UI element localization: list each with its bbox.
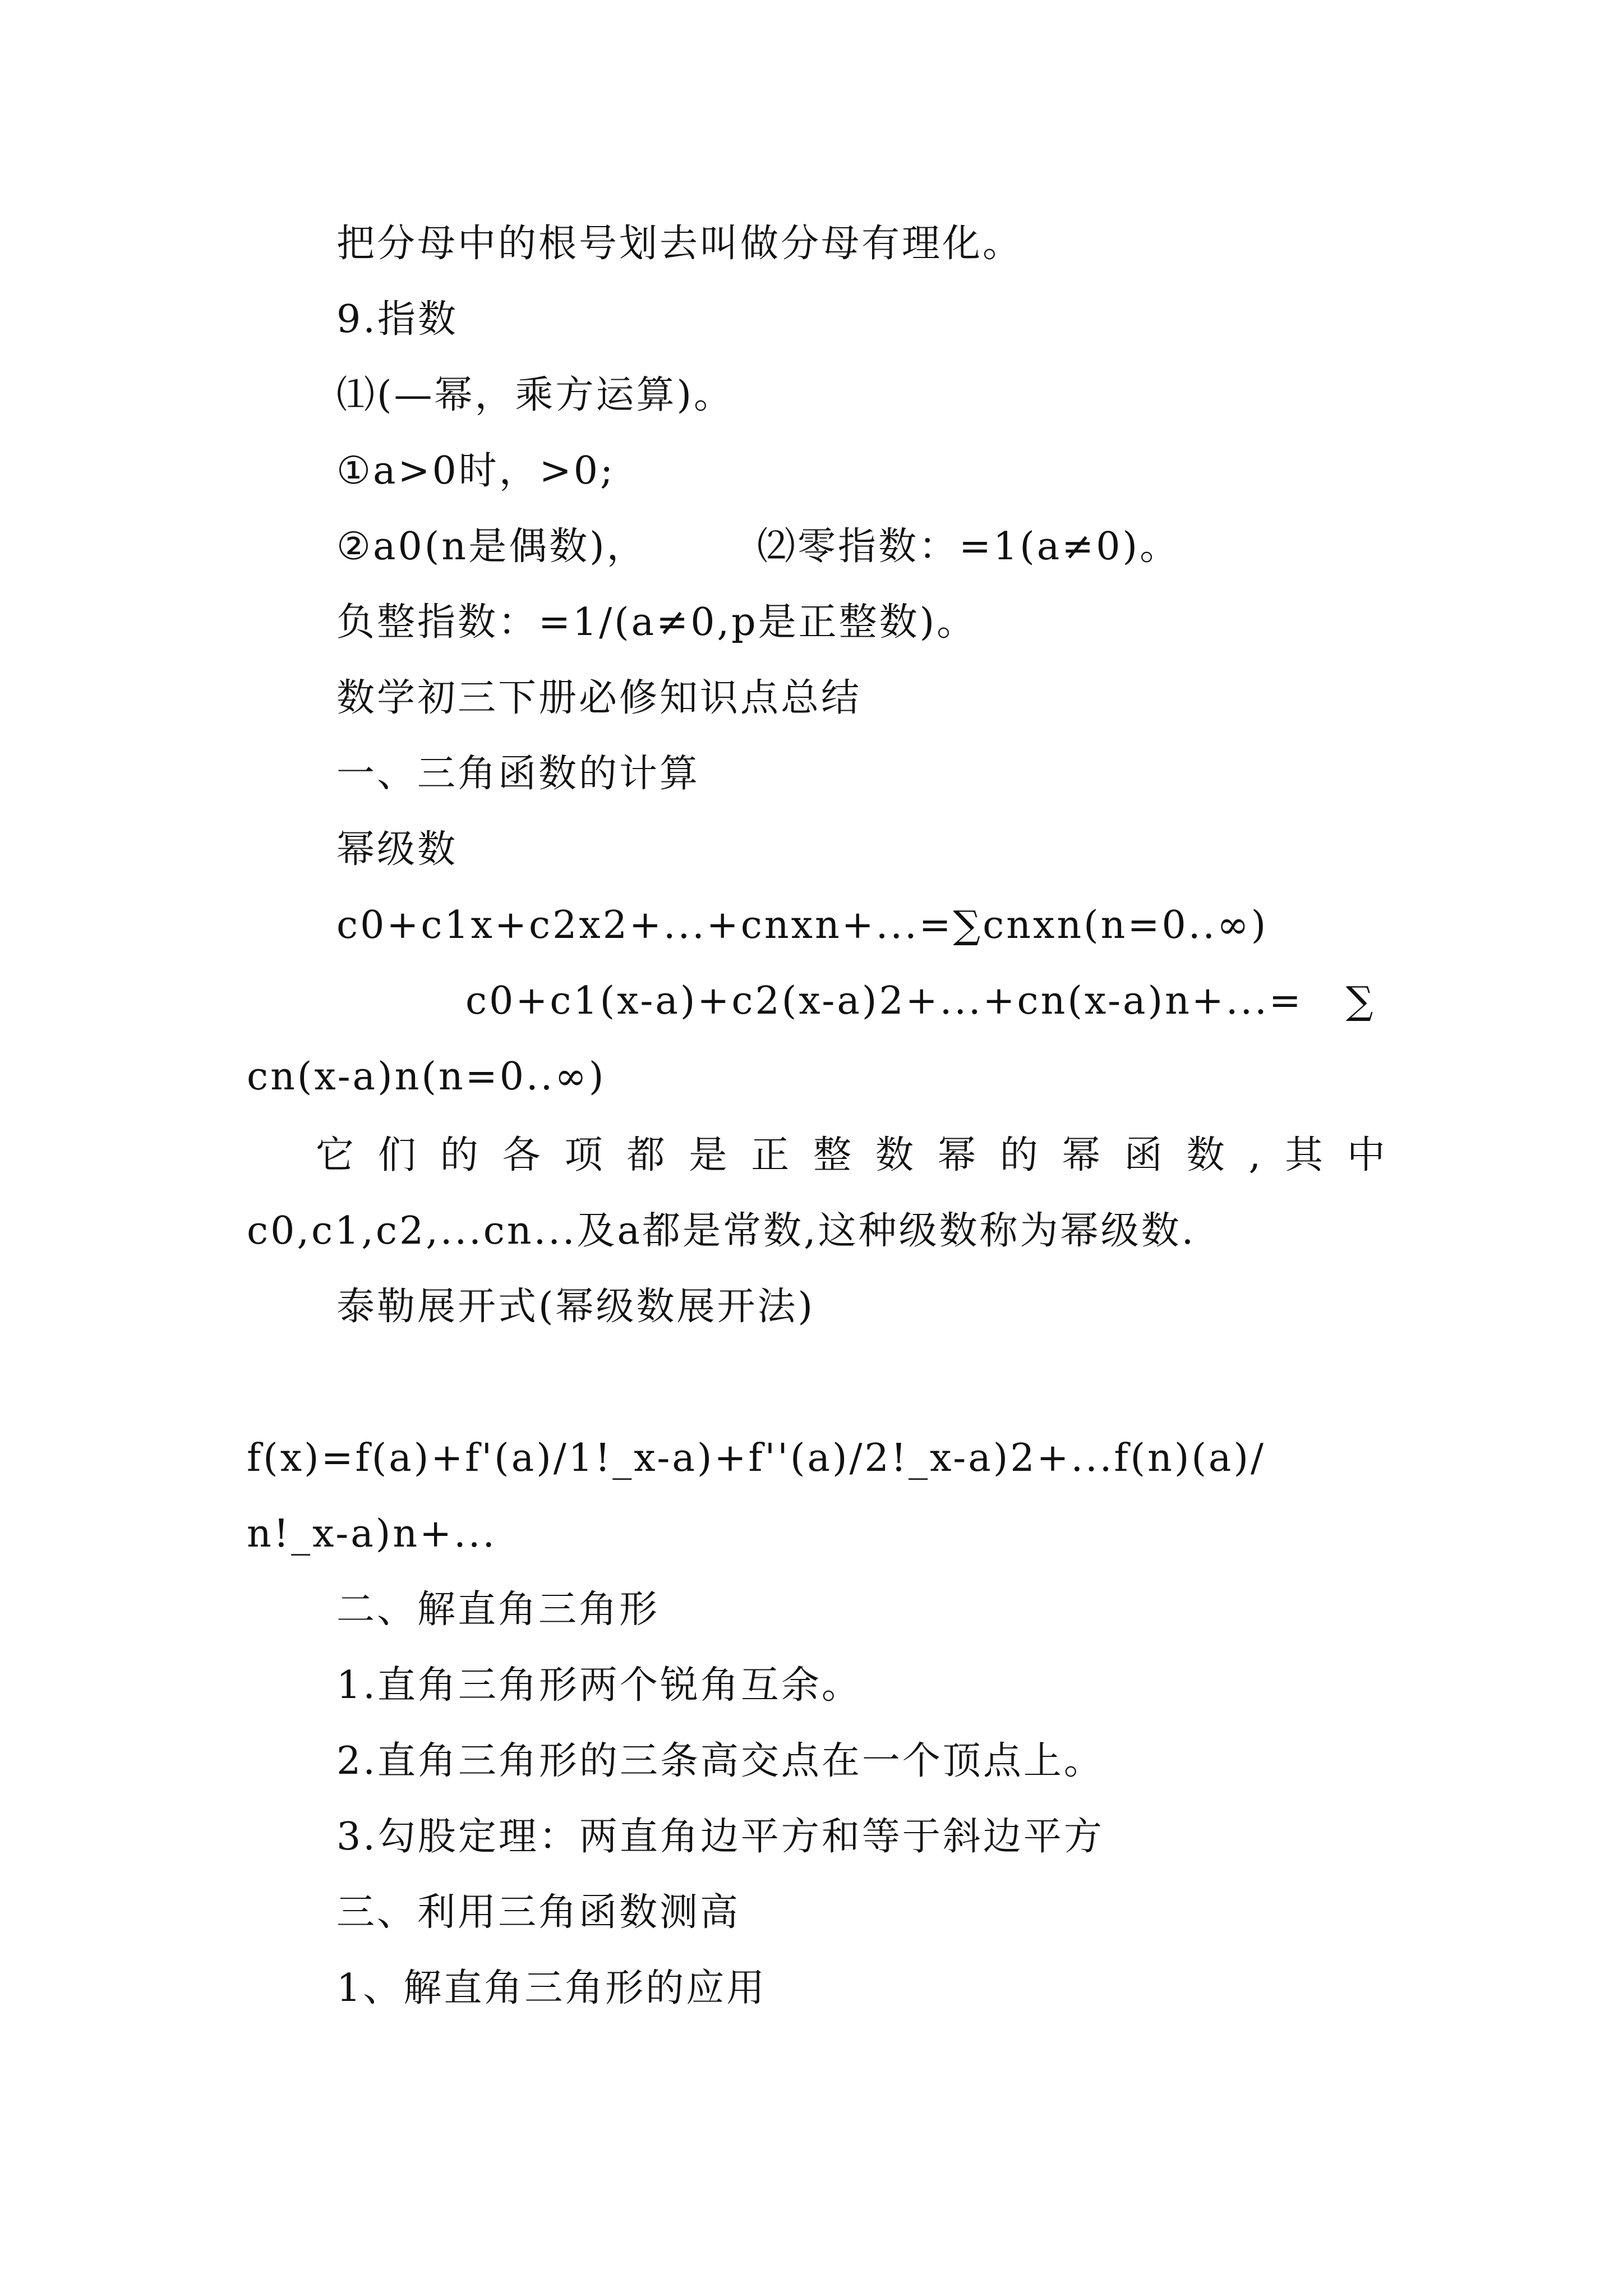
formula-power-series-1: c0+c1x+c2x2+...+cnxn+...=∑cnxn(n=0..∞) <box>336 903 1269 947</box>
char: 它 <box>315 1133 354 1177</box>
heading-trig-calc: 一、三角函数的计算 <box>336 752 700 796</box>
sigma-symbol: ∑ <box>1346 979 1376 1023</box>
char: 其 <box>1285 1133 1324 1177</box>
text-line-rationalize: 把分母中的根号划去叫做分母有理化。 <box>336 222 1023 266</box>
char: 项 <box>564 1133 603 1177</box>
heading-taylor: 泰勒展开式(幂级数展开法) <box>336 1285 815 1329</box>
text-line-negative-exponent: 负整指数：=1/(a≠0,p是正整数)。 <box>336 600 978 645</box>
char: 是 <box>689 1133 727 1177</box>
char: 幂 <box>937 1133 976 1177</box>
formula-power-series-2-cont: cn(x-a)n(n=0..∞) <box>247 1055 606 1099</box>
char: 的 <box>440 1133 478 1177</box>
list-item-application: 1、解直角三角形的应用 <box>336 1966 767 2010</box>
text-even-exponent: ②a0(n是偶数)， <box>336 524 647 569</box>
char: 数 <box>875 1133 914 1177</box>
char: 都 <box>626 1133 665 1177</box>
formula-taylor-1: f(x)=f(a)+f'(a)/1!_x-a)+f''(a)/2!_x-a)2+...f(n)(a)/ <box>247 1436 1266 1480</box>
list-item-1: 1.直角三角形两个锐角互余。 <box>336 1663 862 1708</box>
char: 整 <box>813 1133 852 1177</box>
char: 幂 <box>1062 1133 1100 1177</box>
char: 函 <box>1124 1133 1163 1177</box>
char: 中 <box>1347 1133 1385 1177</box>
char: 的 <box>999 1133 1038 1177</box>
text-line-constants: c0,c1,c2,...cn...及a都是常数,这种级数称为幂级数. <box>247 1209 1196 1253</box>
section-title: 数学初三下册必修知识点总结 <box>336 676 862 720</box>
formula-taylor-2: n!_x-a)n+... <box>247 1512 497 1556</box>
char: , <box>1248 1133 1261 1177</box>
heading-right-triangle: 二、解直角三角形 <box>336 1588 660 1632</box>
text-zero-exponent: ⑵零指数：=1(a≠0)。 <box>757 524 1181 569</box>
char: 们 <box>377 1133 416 1177</box>
list-item-2: 2.直角三角形的三条高交点在一个顶点上。 <box>336 1739 1104 1783</box>
heading-power-series: 幂级数 <box>336 827 458 872</box>
formula-power-series-2-left: c0+c1(x-a)+c2(x-a)2+...+cn(x-a)n+...= <box>465 979 1303 1023</box>
text-line-justified <box>247 1128 1385 1184</box>
char: 各 <box>502 1133 541 1177</box>
formula-power-series-2 <box>465 973 1464 1029</box>
char: 数 <box>1186 1133 1225 1177</box>
list-item-3: 3.勾股定理：两直角边平方和等于斜边平方 <box>336 1815 1104 1859</box>
text-line-power: ⑴(—幂，乘方运算)。 <box>336 373 735 417</box>
heading-measure-height: 三、利用三角函数测高 <box>336 1890 741 1935</box>
text-line-even-zero-exponent <box>336 519 1335 575</box>
text-line-a-positive: ①a>0时，>0; <box>336 449 615 493</box>
heading-exponent: 9.指数 <box>336 297 458 342</box>
char: 正 <box>751 1133 790 1177</box>
